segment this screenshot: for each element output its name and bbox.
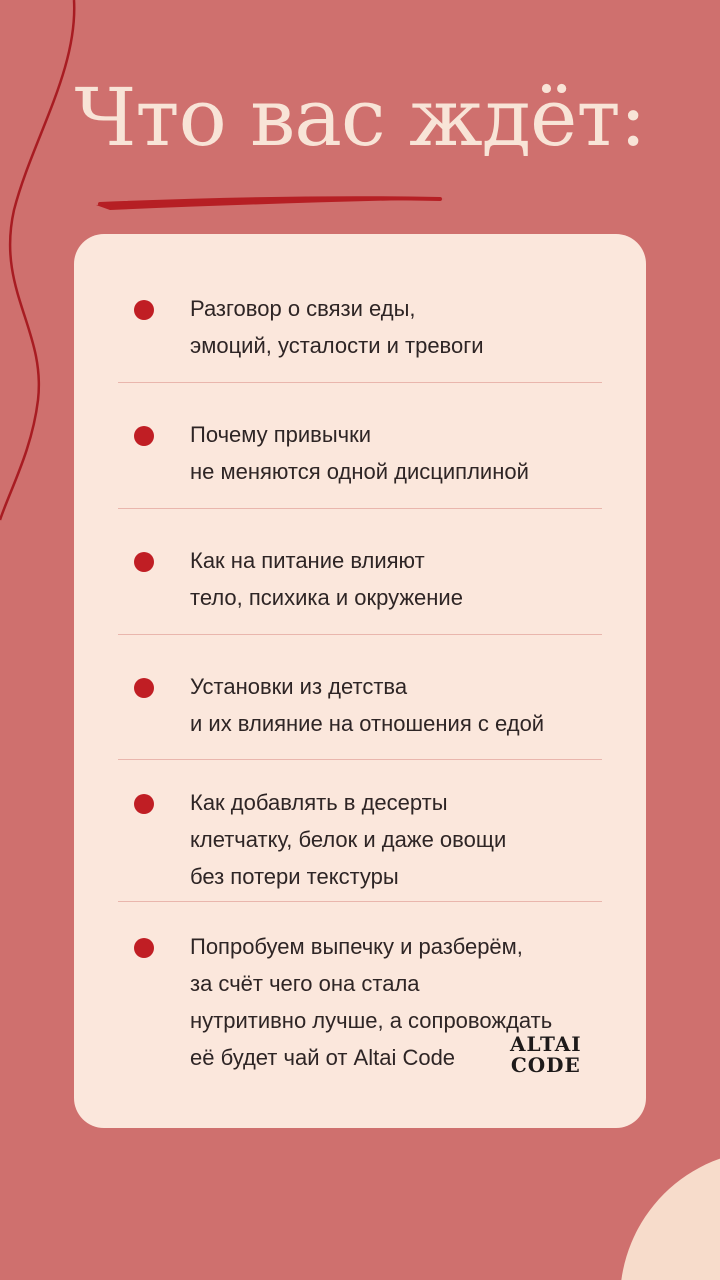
logo-line-2: CODE [510, 1053, 581, 1077]
list-item-text: Попробуем выпечку и разберём, за счёт чего она стала нутритивно лучше, а сопровождать её будет чай от Altai Code [190, 934, 553, 1070]
bullet-dot-icon [134, 552, 154, 572]
corner-circle-decoration [620, 1150, 720, 1280]
list-item [118, 668, 602, 760]
list-item [118, 542, 602, 635]
list-item-text: Как добавлять в десерты клетчатку, белок и даже овощи без потери текстуры [190, 790, 507, 889]
bullet-dot-icon [134, 938, 154, 958]
list-item [118, 290, 602, 383]
bullet-dot-icon [134, 678, 154, 698]
list-item [118, 416, 602, 509]
logo-line-1: ALTAI [510, 1032, 582, 1056]
bullet-dot-icon [134, 300, 154, 320]
list-item-text: Почему привычки не меняются одной дисциплиной [190, 422, 529, 484]
list-item [118, 784, 602, 902]
list-item-text: Как на питание влияют тело, психика и окружение [190, 548, 463, 610]
list-item-text: Разговор о связи еды, эмоций, усталости и тревоги [190, 296, 484, 358]
page-title: Что вас ждёт: [74, 71, 646, 164]
bullet-dot-icon [134, 426, 154, 446]
agenda-card [74, 234, 646, 1128]
altai-code-logo [510, 1034, 582, 1076]
list-item-text: Установки из детства и их влияние на отношения с едой [190, 674, 545, 736]
bullet-dot-icon [134, 794, 154, 814]
